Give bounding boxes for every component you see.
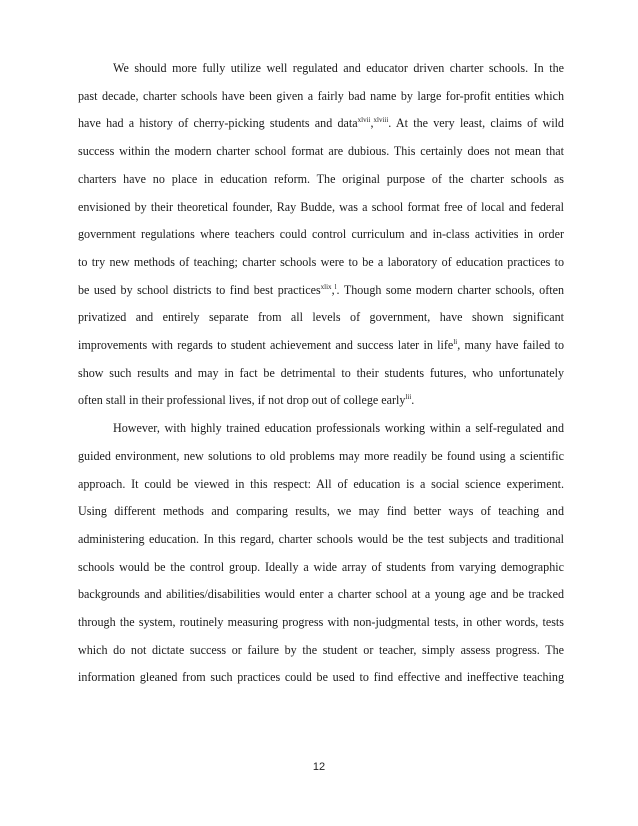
text-line [78,60,564,76]
text-line [78,282,564,298]
text-line [78,642,564,658]
text-line [78,669,564,685]
line-text: information gleaned from such practices could be used to find effective and ineffective teaching [78,670,564,685]
text-line [78,254,564,270]
text-line [78,171,564,187]
line-text: We should more fully utilize well regulated and educator driven charter schools. In the [113,61,564,75]
text-line [78,420,564,436]
text-line [78,143,564,159]
text-line [78,503,564,519]
line-text: guided environment, new solutions to old problems may more readily be found using a scientific [78,448,564,463]
endnote-ref: lii [405,393,412,402]
line-text: envisioned by their theoretical founder, Ray Budde, was a school format free of local and federal [78,199,564,214]
text-line [78,614,564,630]
line-text: . [411,393,415,408]
text-line [78,448,564,464]
line-text: , many have failed to [457,338,564,352]
text-line [78,365,564,381]
line-text: . At the very least, claims of wild [388,116,564,131]
line-text: through the system, routinely measuring progress with non-judgmental tests, in other words, tests [78,615,564,629]
text-line [78,531,564,547]
text-line [78,476,564,492]
line-text: privatized and entirely separate from all levels of government, have shown significant [78,310,564,325]
line-text: be used by school districts to find best practices [78,282,321,297]
line-text: success within the modern charter school format are dubious. This certainly does not mean that [78,144,564,159]
text-line [78,559,564,575]
text-line [78,309,564,325]
text-line [78,337,564,353]
line-text: administering education. In this regard, charter schools would be the test subjects and traditional [78,531,564,546]
line-text: charters have no place in education reform. The original purpose of the charter schools as [78,171,564,186]
line-text: . Though some modern charter schools, often [336,282,564,297]
text-line [78,88,564,104]
endnote-ref: xlix [320,282,332,291]
text-line [78,586,564,602]
line-text: Using different methods and comparing results, we may find better ways of teaching and [78,504,564,519]
endnote-ref: xlvii [357,116,371,125]
text-line [78,115,564,131]
endnote-ref: xlviii [373,116,389,125]
text-line [78,199,564,215]
endnote-ref: l [334,282,337,291]
line-text: improvements with regards to student achievement and success later in life [78,338,454,352]
line-text: , [370,116,374,131]
line-text: , [331,282,335,297]
line-text: show such results and may in fact be detrimental to their students futures, who unfortunately [78,365,564,380]
text-line [78,392,564,408]
line-text: government regulations where teachers could control curriculum and in-class activities in order [78,227,564,242]
line-text: schools would be the control group. Ideally a wide array of students from varying demographic [78,559,564,574]
line-text: often stall in their professional lives, if not drop out of college early [78,393,406,408]
endnote-ref: li [453,338,458,346]
line-text: which do not dictate success or failure by the student or teacher, simply assess progress. The [78,642,564,657]
line-text: have had a history of cherry-picking students and data [78,116,358,131]
line-text: to try new methods of teaching; charter schools were to be a laboratory of education practices to [78,254,564,269]
page-number: 12 [312,761,326,773]
line-text: approach. It could be viewed in this respect: All of education is a social science experiment. [78,476,564,491]
text-line [78,226,564,242]
line-text: past decade, charter schools have been given a fairly bad name by large for-profit entities which [78,88,564,103]
line-text: However, with highly trained education professionals working within a self-regulated and [113,421,564,436]
line-text: backgrounds and abilities/disabilities would enter a charter school at a young age and be tracked [78,587,564,602]
